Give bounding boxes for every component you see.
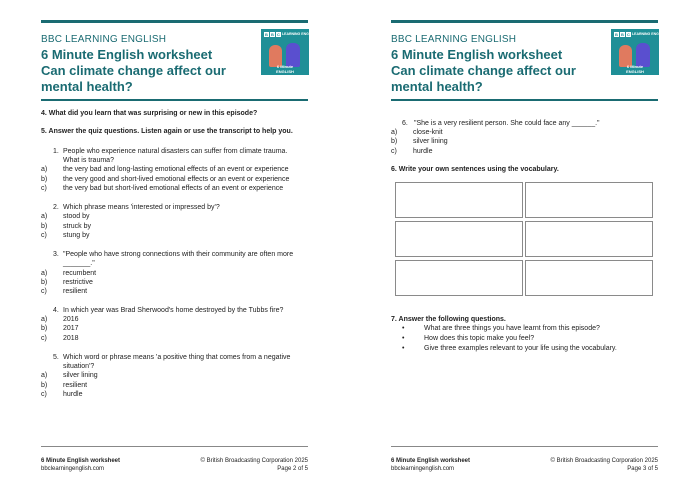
option-text: 2016 bbox=[63, 316, 79, 323]
option-letter: c) bbox=[41, 288, 47, 295]
header-top-rule bbox=[391, 20, 658, 23]
bbc-logo: B B C bbox=[615, 32, 630, 37]
thumb-brand: LEARNING ENGLISH bbox=[632, 32, 667, 36]
worksheet-title bbox=[41, 47, 251, 95]
item-question: Which phrase means 'interested or impressed by'? bbox=[63, 204, 220, 211]
thumb-show-name bbox=[261, 65, 309, 74]
title-line-3: mental health? bbox=[391, 79, 483, 94]
header-top-rule bbox=[41, 20, 308, 23]
footer-copyright: © British Broadcasting Corporation 2025 bbox=[550, 458, 658, 464]
title-line-1: 6 Minute English worksheet bbox=[391, 47, 563, 62]
footer-title: 6 Minute English worksheet bbox=[41, 458, 121, 464]
question-6: 6. Write your own sentences using the vocabulary. bbox=[391, 166, 559, 173]
item-number: 2. bbox=[53, 204, 59, 211]
option-text: hurdle bbox=[413, 148, 433, 155]
footer-right bbox=[551, 457, 658, 473]
option-letter: a) bbox=[41, 270, 48, 277]
item-question: "She is a very resilient person. She could face any ______." bbox=[414, 120, 600, 127]
thumb-show-line: 6 Minute bbox=[276, 64, 294, 69]
option-letter: c) bbox=[41, 185, 47, 192]
bullet-text: What are three things you have learnt from this episode? bbox=[424, 325, 600, 332]
option-letter: b) bbox=[41, 325, 48, 332]
footer-rule bbox=[41, 446, 308, 447]
brand-label: BBC LEARNING ENGLISH bbox=[41, 34, 167, 45]
footer-left bbox=[41, 457, 120, 473]
option-text: restrictive bbox=[63, 279, 93, 286]
option-letter: c) bbox=[391, 148, 397, 155]
sentence-box[interactable] bbox=[525, 260, 653, 296]
option-letter: b) bbox=[41, 223, 48, 230]
item-number: 5. bbox=[53, 354, 59, 361]
option-letter: c) bbox=[41, 232, 47, 239]
item-question: In which year was Brad Sherwood's home destroyed by the Tubbs fire? bbox=[63, 307, 284, 314]
option-text: the very bad but short-lived emotional effects of an event or experience bbox=[63, 185, 284, 192]
option-text: hurdle bbox=[63, 391, 83, 398]
option-text: stood by bbox=[63, 213, 90, 220]
option-letter: a) bbox=[41, 213, 48, 220]
footer-left bbox=[391, 457, 470, 473]
question-4: 4. What did you learn that was surprising or new in this episode? bbox=[41, 110, 258, 117]
question-5: 5. Answer the quiz questions. Listen again or use the transcript to help you. bbox=[41, 128, 293, 135]
thumb-show-name bbox=[611, 65, 659, 74]
brand-label: BBC LEARNING ENGLISH bbox=[391, 34, 517, 45]
item-question: situation'? bbox=[63, 363, 95, 370]
worksheet-title bbox=[391, 47, 601, 95]
thumb-show-line: ENGLISH bbox=[276, 68, 294, 74]
option-letter: c) bbox=[41, 391, 47, 398]
page-number: Page 3 of 5 bbox=[627, 466, 658, 472]
title-line-1: 6 Minute English worksheet bbox=[41, 47, 213, 62]
thumb-show-line: 6 Minute bbox=[626, 64, 644, 69]
footer-title: 6 Minute English worksheet bbox=[391, 458, 471, 464]
option-letter: b) bbox=[41, 382, 48, 389]
footer-site: bbclearningenglish.com bbox=[391, 466, 455, 472]
footer-copyright: © British Broadcasting Corporation 2025 bbox=[200, 458, 308, 464]
question-7: 7. Answer the following questions. bbox=[391, 316, 506, 323]
option-text: recumbent bbox=[63, 270, 97, 277]
option-letter: a) bbox=[41, 316, 48, 323]
footer-site: bbclearningenglish.com bbox=[41, 466, 105, 472]
header-bottom-rule bbox=[41, 99, 308, 101]
title-line-3: mental health? bbox=[41, 79, 133, 94]
option-text: resilient bbox=[63, 288, 88, 295]
option-text: resilient bbox=[63, 382, 88, 389]
bullet-text: How does this topic make you feel? bbox=[424, 335, 535, 342]
option-letter: b) bbox=[41, 279, 48, 286]
thumb-show-line: ENGLISH bbox=[626, 68, 644, 74]
page-number: Page 2 of 5 bbox=[277, 466, 308, 472]
option-text: close-knit bbox=[413, 129, 443, 136]
bullet-icon: • bbox=[402, 325, 405, 332]
thumb-brand: LEARNING ENGLISH bbox=[282, 32, 317, 36]
item-question: What is trauma? bbox=[63, 157, 114, 164]
header-bottom-rule bbox=[391, 99, 658, 101]
episode-thumbnail bbox=[261, 29, 317, 75]
option-text: the very good and short-lived emotional effects or an event or experience bbox=[63, 176, 290, 183]
item-question: "People who have strong connections with their community are often more bbox=[63, 251, 294, 258]
bbc-logo: B B C bbox=[265, 32, 280, 37]
option-letter: a) bbox=[391, 129, 398, 136]
title-line-2: Can climate change affect our bbox=[391, 63, 576, 78]
option-text: silver lining bbox=[63, 372, 98, 379]
title-line-2: Can climate change affect our bbox=[41, 63, 226, 78]
option-letter: a) bbox=[41, 166, 48, 173]
footer-right bbox=[201, 457, 308, 473]
item-number: 3. bbox=[53, 251, 59, 258]
bullet-icon: • bbox=[402, 345, 405, 352]
option-text: silver lining bbox=[413, 138, 448, 145]
option-text: stung by bbox=[63, 232, 90, 239]
sentence-box[interactable] bbox=[525, 182, 653, 218]
sentence-box[interactable] bbox=[395, 182, 523, 218]
item-question: People who experience natural disasters can suffer from climate trauma. bbox=[63, 148, 288, 155]
item-question: _______." bbox=[63, 260, 95, 267]
footer-rule bbox=[391, 446, 658, 447]
bullet-icon: • bbox=[402, 335, 405, 342]
option-letter: c) bbox=[41, 335, 47, 342]
item-number: 1. bbox=[53, 148, 59, 155]
sentence-box[interactable] bbox=[395, 221, 523, 257]
episode-thumbnail bbox=[611, 29, 667, 75]
option-text: 2018 bbox=[63, 335, 79, 342]
sentence-box[interactable] bbox=[525, 221, 653, 257]
item-number: 6. bbox=[402, 120, 408, 127]
item-question: Which word or phrase means 'a positive thing that comes from a negative bbox=[63, 354, 291, 361]
item-number: 4. bbox=[53, 307, 59, 314]
option-text: struck by bbox=[63, 223, 92, 230]
bullet-text: Give three examples relevant to your life using the vocabulary. bbox=[424, 345, 617, 352]
option-letter: b) bbox=[391, 138, 398, 145]
option-letter: a) bbox=[41, 372, 48, 379]
option-text: 2017 bbox=[63, 325, 79, 332]
sentence-box[interactable] bbox=[395, 260, 523, 296]
option-text: the very bad and long-lasting emotional effects of an event or experience bbox=[63, 166, 289, 173]
option-letter: b) bbox=[41, 176, 48, 183]
